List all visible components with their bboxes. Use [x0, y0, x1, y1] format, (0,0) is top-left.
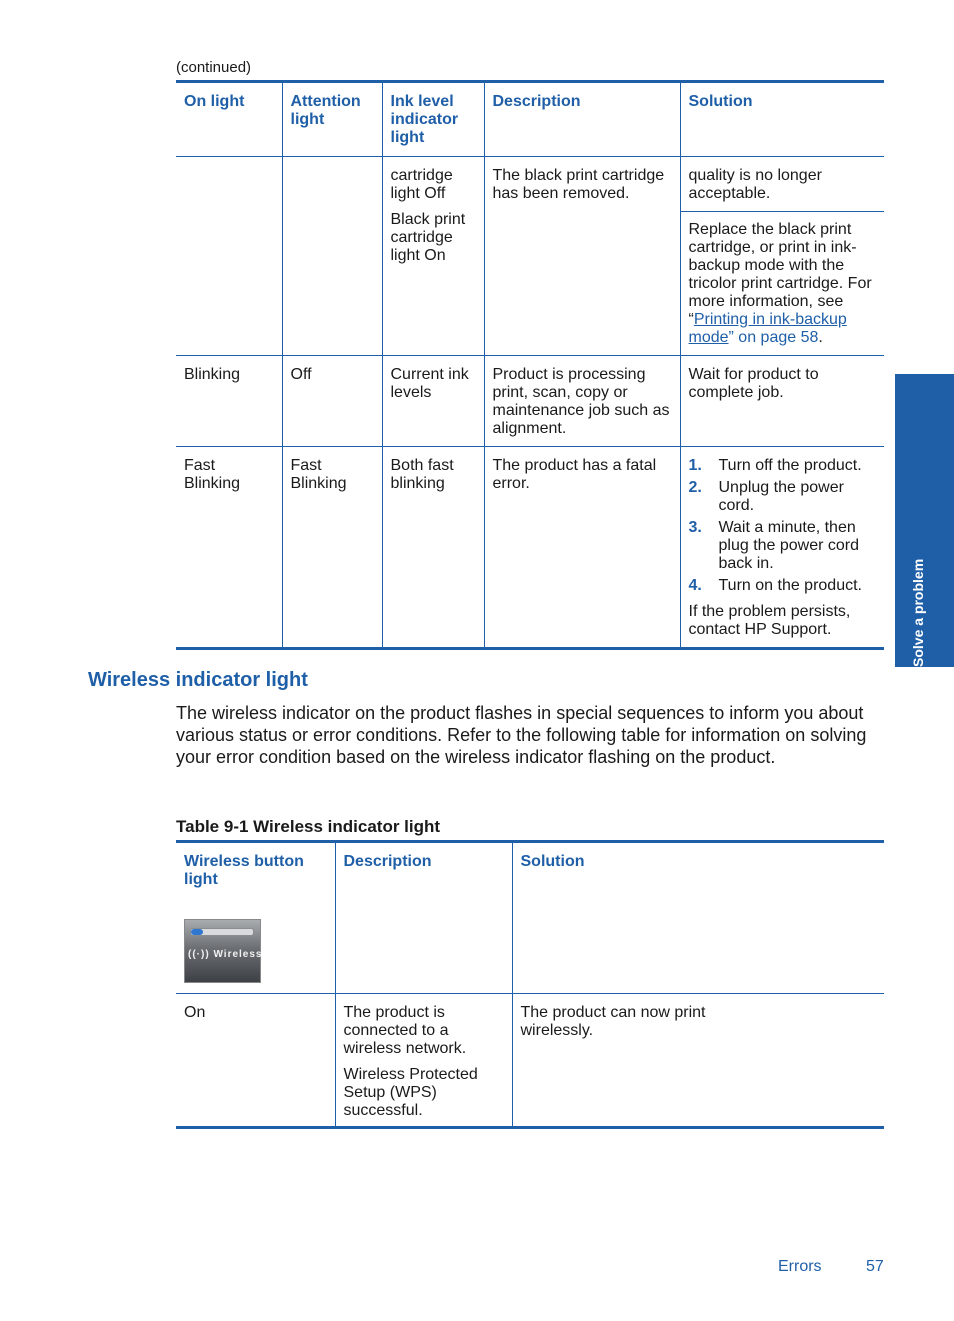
- cell-text: cartridge light Off: [390, 167, 453, 202]
- cell-solution: [512, 994, 884, 1128]
- cell-ink: [382, 157, 484, 356]
- list-item: [689, 577, 877, 595]
- header-wireless-button-light: [176, 842, 335, 994]
- chapter-side-tab: [895, 374, 954, 667]
- chapter-tab-label: Solve a problem: [910, 558, 926, 667]
- step-text: Turn on the product.: [718, 577, 862, 594]
- continued-label: (continued): [176, 59, 252, 76]
- table-header-row: [176, 842, 884, 994]
- list-item: [689, 519, 877, 573]
- solution-period: .: [818, 329, 823, 346]
- cell-text: Wireless Protected Setup (WPS) successful.: [343, 1066, 478, 1119]
- solution-text: [689, 212, 877, 347]
- step-text: Wait a minute, then plug the power cord back in.: [718, 519, 860, 572]
- ink-backup-link[interactable]: Printing in ink-backup mode: [688, 311, 847, 346]
- header-description: Description: [484, 82, 680, 157]
- step-number: 3.: [688, 519, 702, 536]
- cell-attention-light: Off: [282, 356, 382, 447]
- section-heading: Wireless indicator light: [88, 669, 308, 691]
- cell-description: The product has a fatal error.: [484, 447, 680, 649]
- header-description: Description: [335, 842, 512, 994]
- page-reference: ” on page 58: [728, 329, 819, 346]
- list-item: [689, 479, 877, 515]
- indicator-light: [191, 929, 203, 935]
- footer-page-number: 57: [866, 1258, 884, 1275]
- table-caption: Table 9-1 Wireless indicator light: [176, 817, 441, 836]
- solution-continued-text: quality is no longer acceptable.: [681, 167, 885, 212]
- table-row: [176, 447, 884, 649]
- step-number: 1.: [688, 457, 702, 474]
- wireless-light-table: [176, 840, 884, 1129]
- solution-steps: [689, 457, 877, 595]
- wireless-button-image: [184, 919, 261, 983]
- cell-attention-light: Fast Blinking: [282, 447, 382, 649]
- cell-ink: Both fast blinking: [382, 447, 484, 649]
- step-number: 2.: [688, 479, 702, 496]
- cell-empty: [282, 157, 382, 356]
- step-text: Unplug the power cord.: [718, 479, 844, 514]
- cell-text: The product is connected to a wireless network.: [343, 1004, 467, 1057]
- solution-note: If the problem persists, contact HP Support.: [688, 603, 851, 638]
- list-item: [689, 457, 877, 475]
- header-ink-level-light: Ink level indicator light: [382, 82, 484, 157]
- cell-empty: [176, 157, 282, 356]
- header-on-light: On light: [184, 93, 245, 110]
- step-number: 4.: [688, 577, 702, 594]
- light-status-table: [176, 80, 884, 650]
- header-attention-light: Attention light: [282, 82, 382, 157]
- header-solution: Solution: [512, 842, 884, 994]
- wireless-text: Wireless: [213, 949, 263, 960]
- table-row: [176, 994, 884, 1128]
- step-text: Turn off the product.: [718, 457, 862, 474]
- cell-wireless-light: On: [184, 1004, 206, 1021]
- cell-description: [335, 994, 512, 1128]
- cell-on-light: Fast Blinking: [184, 457, 241, 492]
- table-row: [176, 157, 884, 356]
- table-row: [176, 356, 884, 447]
- solution-body: Replace the black print cartridge, or print in ink-backup mode with the tricolor print cartridge. For more information, see “: [688, 221, 872, 328]
- cell-text: Black print cartridge light On: [390, 211, 466, 264]
- cell-description: Product is processing print, scan, copy or maintenance job such as alignment.: [484, 356, 680, 447]
- wireless-antenna-icon: ((·)): [188, 949, 210, 960]
- header-label: Wireless button light: [184, 853, 304, 888]
- wireless-label: [188, 946, 262, 964]
- intro-paragraph: The wireless indicator on the product flashes in special sequences to inform you about various status or error conditions. Refer to the following table for information on solving your error condition based on the wireless indicator flashing on the product.: [176, 703, 867, 767]
- cell-on-light: Blinking: [184, 366, 241, 383]
- indicator-bar: [190, 928, 254, 936]
- table-header-row: [176, 82, 884, 157]
- header-solution: Solution: [680, 82, 884, 157]
- cell-description: The black print cartridge has been removed.: [484, 157, 680, 356]
- cell-solution: [680, 157, 884, 356]
- cell-solution: Wait for product to complete job.: [680, 356, 884, 447]
- cell-ink: Current ink levels: [382, 356, 484, 447]
- footer-section-name: Errors: [778, 1258, 822, 1275]
- cell-solution: [680, 447, 884, 649]
- cell-text: The product can now print wirelessly.: [520, 1004, 706, 1039]
